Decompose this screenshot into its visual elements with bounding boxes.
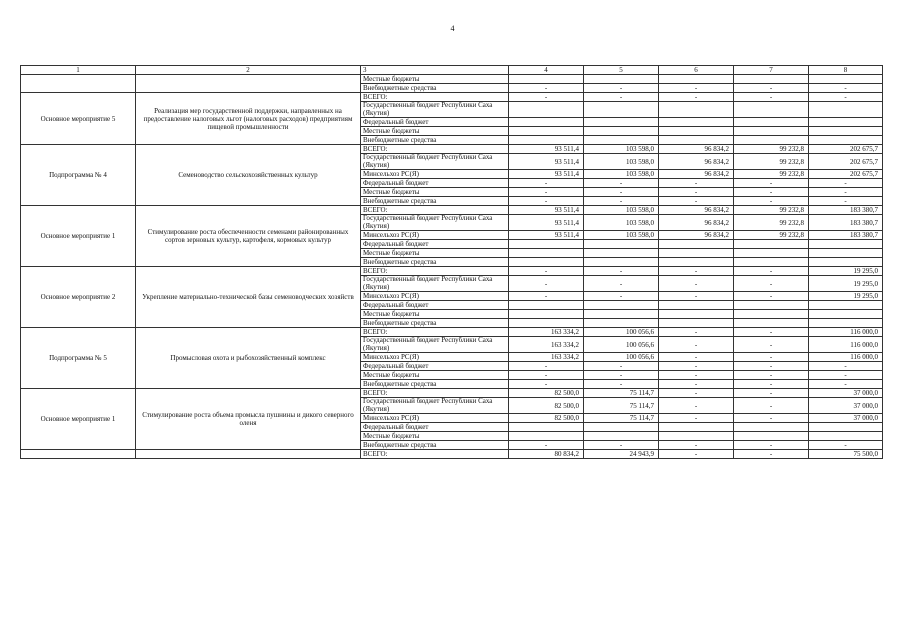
amount-cell: - [659,353,734,362]
funding-source-cell: Внебюджетные средства [361,319,509,328]
amount-cell [584,301,659,310]
amount-cell [734,423,809,432]
amount-cell: - [584,179,659,188]
funding-source-cell: ВСЕГО: [361,389,509,398]
amount-cell [809,136,883,145]
amount-cell: - [584,197,659,206]
funding-source-cell: Минсельхоз РС(Я) [361,353,509,362]
amount-cell: - [584,371,659,380]
header-row [21,66,883,75]
amount-cell [509,432,584,441]
funding-source-cell: Минсельхоз РС(Я) [361,231,509,240]
header-cell: 6 [659,66,734,75]
amount-cell: 103 598,0 [584,215,659,231]
funding-source-cell: Местные бюджеты [361,127,509,136]
funding-source-cell: Федеральный бюджет [361,240,509,249]
amount-cell: 19 295,0 [809,276,883,292]
amount-cell: 99 232,8 [734,231,809,240]
amount-cell: 202 675,7 [809,170,883,179]
measure-description-cell: Семеноводство сельскохозяйственных культур [136,145,361,206]
amount-cell: - [509,380,584,389]
amount-cell: 183 380,7 [809,206,883,215]
funding-source-cell: Государственный бюджет Республики Саха (Якутия) [361,215,509,231]
amount-cell [809,301,883,310]
table-row [21,206,883,215]
funding-source-cell: Внебюджетные средства [361,441,509,450]
amount-cell [659,432,734,441]
amount-cell [584,319,659,328]
amount-cell [509,423,584,432]
amount-cell: - [659,414,734,423]
amount-cell: 93 511,4 [509,206,584,215]
funding-source-cell: ВСЕГО: [361,328,509,337]
measure-name-cell: Основное мероприятие 5 [21,93,136,145]
table-row [21,267,883,276]
amount-cell: - [509,197,584,206]
amount-cell: 96 834,2 [659,154,734,170]
amount-cell [584,118,659,127]
amount-cell [809,127,883,136]
amount-cell: - [734,353,809,362]
amount-cell: - [659,371,734,380]
amount-cell [809,423,883,432]
amount-cell [809,102,883,118]
amount-cell [509,319,584,328]
amount-cell [509,249,584,258]
amount-cell: - [734,267,809,276]
amount-cell [659,118,734,127]
amount-cell: - [509,267,584,276]
funding-source-cell: Минсельхоз РС(Я) [361,170,509,179]
amount-cell: - [659,179,734,188]
funding-source-cell: Федеральный бюджет [361,179,509,188]
amount-cell: 19 295,0 [809,292,883,301]
funding-source-cell: Федеральный бюджет [361,423,509,432]
measure-description-cell: Промысловая охота и рыбохозяйственный комплекс [136,328,361,389]
measure-description-cell: Стимулирование роста обеспеченности семенами районированных сортов зерновых культур, картофеля, кормовых культур [136,206,361,267]
amount-cell [584,102,659,118]
amount-cell: - [509,362,584,371]
funding-source-cell: Государственный бюджет Республики Саха (Якутия) [361,398,509,414]
amount-cell [584,75,659,84]
amount-cell [659,249,734,258]
amount-cell: - [509,93,584,102]
amount-cell: - [509,84,584,93]
amount-cell: - [809,371,883,380]
amount-cell: 19 295,0 [809,267,883,276]
measure-name-cell: Подпрограмма № 4 [21,145,136,206]
amount-cell: - [734,84,809,93]
measure-description-cell: Укрепление материально-технической базы семеноводческих хозяйств [136,267,361,328]
amount-cell: - [734,276,809,292]
amount-cell [734,301,809,310]
amount-cell: - [659,267,734,276]
amount-cell: - [734,188,809,197]
amount-cell: - [509,179,584,188]
amount-cell [584,136,659,145]
funding-source-cell: Государственный бюджет Республики Саха (Якутия) [361,276,509,292]
amount-cell: 93 511,4 [509,170,584,179]
amount-cell: - [584,362,659,371]
amount-cell: - [734,450,809,459]
amount-cell [734,258,809,267]
header-cell: 2 [136,66,361,75]
amount-cell: 37 000,0 [809,414,883,423]
amount-cell: - [584,267,659,276]
amount-cell [584,432,659,441]
funding-source-cell: Внебюджетные средства [361,380,509,389]
amount-cell [584,423,659,432]
amount-cell: 183 380,7 [809,231,883,240]
amount-cell [659,136,734,145]
measure-name-cell [21,75,136,93]
funding-source-cell: ВСЕГО: [361,206,509,215]
amount-cell: - [659,84,734,93]
amount-cell: - [734,371,809,380]
amount-cell: 75 114,7 [584,414,659,423]
amount-cell: 99 232,8 [734,170,809,179]
amount-cell: 116 000,0 [809,337,883,353]
amount-cell: - [659,292,734,301]
funding-source-cell: Местные бюджеты [361,310,509,319]
amount-cell: - [734,398,809,414]
amount-cell: 202 675,7 [809,154,883,170]
amount-cell [734,75,809,84]
funding-source-cell: Федеральный бюджет [361,118,509,127]
amount-cell: - [659,389,734,398]
amount-cell: 103 598,0 [584,231,659,240]
funding-source-cell: Государственный бюджет Республики Саха (Якутия) [361,154,509,170]
measure-name-cell: Подпрограмма № 5 [21,328,136,389]
amount-cell [734,136,809,145]
amount-cell: - [509,292,584,301]
amount-cell: 75 114,7 [584,398,659,414]
amount-cell [809,118,883,127]
funding-source-cell: Местные бюджеты [361,371,509,380]
amount-cell: - [734,362,809,371]
amount-cell: 96 834,2 [659,206,734,215]
amount-cell: 82 500,0 [509,398,584,414]
amount-cell: 80 834,2 [509,450,584,459]
amount-cell: - [809,441,883,450]
amount-cell: 96 834,2 [659,170,734,179]
amount-cell [509,118,584,127]
amount-cell: - [809,188,883,197]
amount-cell [734,249,809,258]
amount-cell [809,75,883,84]
header-cell: 7 [734,66,809,75]
amount-cell: - [659,362,734,371]
measure-name-cell [21,450,136,459]
amount-cell [734,127,809,136]
amount-cell: 82 500,0 [509,414,584,423]
amount-cell: 75 500,0 [809,450,883,459]
amount-cell: - [509,441,584,450]
funding-source-cell: Внебюджетные средства [361,258,509,267]
amount-cell [809,432,883,441]
funding-source-cell: ВСЕГО: [361,267,509,276]
amount-cell: 103 598,0 [584,206,659,215]
funding-source-cell: Федеральный бюджет [361,301,509,310]
amount-cell: 100 056,6 [584,353,659,362]
amount-cell: - [509,276,584,292]
amount-cell [659,127,734,136]
amount-cell [584,127,659,136]
funding-source-cell: Внебюджетные средства [361,84,509,93]
amount-cell: - [584,84,659,93]
amount-cell: 75 114,7 [584,389,659,398]
amount-cell: - [734,380,809,389]
amount-cell [734,240,809,249]
amount-cell: 202 675,7 [809,145,883,154]
amount-cell: 103 598,0 [584,145,659,154]
amount-cell [584,240,659,249]
amount-cell [659,75,734,84]
amount-cell: - [809,197,883,206]
amount-cell [509,102,584,118]
amount-cell: - [584,292,659,301]
funding-source-cell: Внебюджетные средства [361,136,509,145]
amount-cell: - [734,389,809,398]
amount-cell [809,240,883,249]
amount-cell: - [584,441,659,450]
amount-cell [509,310,584,319]
amount-cell: 116 000,0 [809,353,883,362]
table-row [21,389,883,398]
amount-cell: - [659,276,734,292]
amount-cell: 163 334,2 [509,328,584,337]
amount-cell: 99 232,8 [734,145,809,154]
amount-cell: 183 380,7 [809,215,883,231]
funding-source-cell: Местные бюджеты [361,249,509,258]
amount-cell: 103 598,0 [584,154,659,170]
funding-source-cell: ВСЕГО: [361,450,509,459]
amount-cell [509,75,584,84]
amount-cell: - [584,276,659,292]
amount-cell: 96 834,2 [659,231,734,240]
amount-cell: - [809,179,883,188]
amount-cell: - [734,441,809,450]
amount-cell: 93 511,4 [509,215,584,231]
amount-cell [809,319,883,328]
amount-cell: - [659,450,734,459]
amount-cell: 93 511,4 [509,145,584,154]
amount-cell: - [659,197,734,206]
amount-cell [659,319,734,328]
funding-source-cell: ВСЕГО: [361,93,509,102]
measure-description-cell: Стимулирование роста объема промысла пушнины и дикого северного оленя [136,389,361,450]
amount-cell [509,240,584,249]
amount-cell: 93 511,4 [509,231,584,240]
amount-cell: - [584,380,659,389]
amount-cell: - [584,188,659,197]
amount-cell: 99 232,8 [734,206,809,215]
amount-cell: 103 598,0 [584,170,659,179]
amount-cell: - [659,188,734,197]
amount-cell: - [734,179,809,188]
funding-source-cell: Местные бюджеты [361,432,509,441]
amount-cell: - [734,93,809,102]
amount-cell: - [734,197,809,206]
amount-cell: - [809,380,883,389]
budget-table [20,65,883,459]
measure-name-cell: Основное мероприятие 1 [21,206,136,267]
amount-cell [509,301,584,310]
amount-cell: - [809,93,883,102]
amount-cell [584,258,659,267]
amount-cell: - [659,337,734,353]
header-cell: 5 [584,66,659,75]
amount-cell [584,310,659,319]
header-cell: 3 [361,66,509,75]
funding-source-cell: Государственный бюджет Республики Саха (Якутия) [361,337,509,353]
amount-cell: 99 232,8 [734,154,809,170]
amount-cell: 116 000,0 [809,328,883,337]
amount-cell [509,258,584,267]
funding-source-cell: Минсельхоз РС(Я) [361,292,509,301]
table-row [21,75,883,84]
amount-cell: 96 834,2 [659,215,734,231]
amount-cell [809,258,883,267]
amount-cell [734,310,809,319]
amount-cell: - [809,84,883,93]
amount-cell: - [509,188,584,197]
amount-cell: - [509,371,584,380]
measure-description-cell: Реализация мер государственной поддержки, направленных на предоставление налоговых льгот (налоговых расходов) предприятиям пищевой промышленности [136,93,361,145]
table-row [21,450,883,459]
funding-source-cell: Внебюджетные средства [361,197,509,206]
header-cell: 1 [21,66,136,75]
amount-cell [809,249,883,258]
measure-name-cell: Основное мероприятие 2 [21,267,136,328]
funding-source-cell: Минсельхоз РС(Я) [361,414,509,423]
amount-cell [659,310,734,319]
amount-cell: - [734,292,809,301]
amount-cell [584,249,659,258]
table-row [21,145,883,154]
funding-source-cell: Местные бюджеты [361,188,509,197]
amount-cell: 82 500,0 [509,389,584,398]
amount-cell: 37 000,0 [809,389,883,398]
page-number: 4 [450,24,455,33]
amount-cell: 93 511,4 [509,154,584,170]
amount-cell [659,258,734,267]
table-row [21,328,883,337]
amount-cell [809,310,883,319]
amount-cell: - [734,328,809,337]
amount-cell [659,423,734,432]
amount-cell: - [659,398,734,414]
amount-cell: - [659,380,734,389]
measure-name-cell: Основное мероприятие 1 [21,389,136,450]
funding-source-cell: ВСЕГО: [361,145,509,154]
amount-cell: 96 834,2 [659,145,734,154]
amount-cell [509,127,584,136]
header-cell: 8 [809,66,883,75]
header-cell: 4 [509,66,584,75]
amount-cell [734,432,809,441]
funding-source-cell: Государственный бюджет Республики Саха (Якутия) [361,102,509,118]
amount-cell [659,102,734,118]
amount-cell: - [659,441,734,450]
amount-cell [734,118,809,127]
amount-cell [509,136,584,145]
table-row [21,93,883,102]
funding-source-cell: Федеральный бюджет [361,362,509,371]
amount-cell: - [809,362,883,371]
amount-cell: 163 334,2 [509,337,584,353]
amount-cell [659,240,734,249]
measure-description-cell [136,450,361,459]
amount-cell: 100 056,6 [584,337,659,353]
amount-cell [734,102,809,118]
measure-description-cell [136,75,361,93]
funding-source-cell: Местные бюджеты [361,75,509,84]
amount-cell: - [734,414,809,423]
amount-cell: - [584,93,659,102]
amount-cell: 163 334,2 [509,353,584,362]
amount-cell: - [659,328,734,337]
amount-cell: 100 056,6 [584,328,659,337]
amount-cell: 24 943,9 [584,450,659,459]
amount-cell [659,301,734,310]
amount-cell: - [734,337,809,353]
amount-cell: 37 000,0 [809,398,883,414]
amount-cell: - [659,93,734,102]
amount-cell: 99 232,8 [734,215,809,231]
amount-cell [734,319,809,328]
